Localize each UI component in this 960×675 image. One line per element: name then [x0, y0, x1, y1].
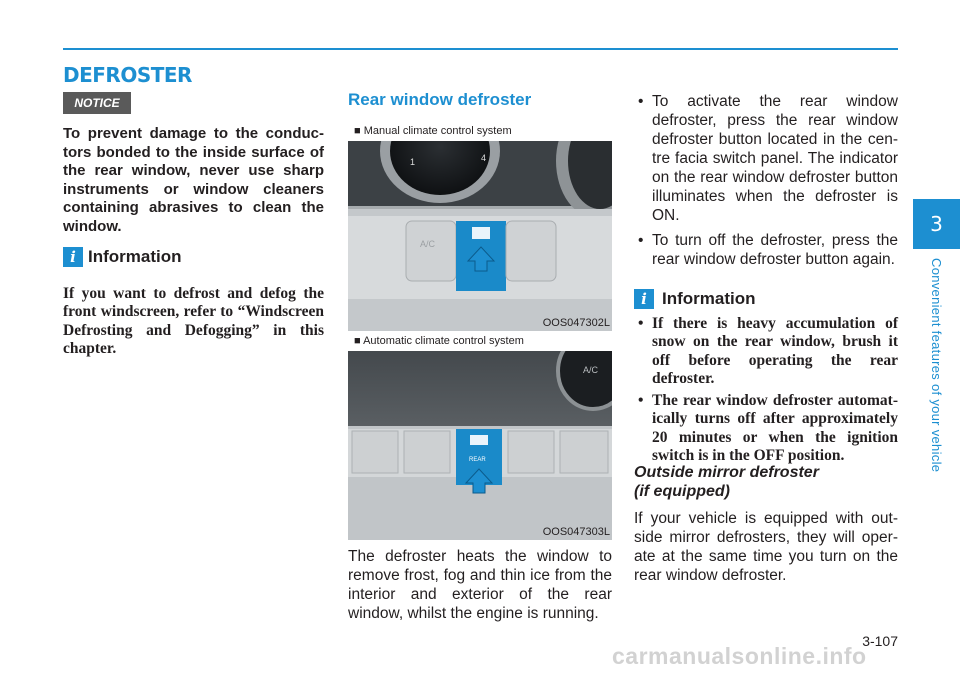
list-item: • To activate the rear window defroster, press the rear window defroster button located in the centre facia switch panel. The indicator on the rear window defroster button illuminates when the defroster is ON. [634, 92, 898, 225]
list-item: • To turn off the defroster, press the rear window defroster button again. [634, 231, 898, 269]
page-title: DEFROSTER [63, 63, 192, 87]
information-icon: i [634, 289, 654, 309]
manual-climate-panel-illustration [348, 121, 612, 331]
photo-caption: ■ Manual climate control system [348, 121, 612, 141]
chapter-title-vertical [921, 258, 947, 493]
information-text: If you want to defrost and defog the front windscreen, refer to “Windscreen Defrosting and Defogging” in this chapter. [63, 285, 324, 357]
manual-climate-control-photo [348, 121, 612, 331]
information-icon: i [63, 247, 83, 267]
ac-label: A/C [420, 239, 436, 249]
section-heading-rear-window-defroster: Rear window defroster [348, 90, 532, 109]
notice-text: To prevent damage to the conductors bonded to the inside surface of the rear window, never use sharp instruments or window cleaners containing abrasives to clean the window. [63, 125, 324, 235]
information-title: Information [88, 247, 182, 266]
chapter-title: Convenient features of your vehicle [929, 258, 944, 473]
list-item: • The rear window defroster automatically turns off after approximately 20 minutes or when the ignition switch is in the OFF position. [634, 392, 898, 465]
activation-instructions [634, 92, 898, 269]
notice-badge: NOTICE [63, 92, 131, 114]
information-title: Information [662, 289, 756, 308]
automatic-climate-panel-illustration [348, 331, 612, 540]
watermark: carmanualsonline.info [612, 643, 867, 669]
mirror-heading-line-2: (if equipped) [634, 483, 730, 500]
page-number: 3-107 [862, 633, 898, 649]
chapter-tab: 3 [913, 199, 960, 249]
mirror-defroster-text: If your vehicle is equipped with outside mirror defrosters, they will operate at the same time you turn on the rear window defroster. [634, 510, 898, 584]
list-item: • If there is heavy accumulation of snow on the rear window, brush it off before operating the rear defroster. [634, 315, 898, 388]
defroster-description: The defroster heats the window to remove frost, fog and thin ice from the interior and exterior of the rear window, whilst the engine is running. [348, 548, 612, 622]
automatic-climate-control-photo [348, 331, 612, 540]
photo-caption: ■ Automatic climate control system [348, 331, 612, 351]
mirror-defroster-heading [634, 463, 819, 501]
information-bullets [634, 315, 898, 465]
svg-text:4: 4 [481, 153, 487, 163]
header-rule [63, 48, 898, 50]
mirror-heading-line-1: Outside mirror defroster [634, 464, 819, 481]
svg-text:1: 1 [410, 157, 416, 167]
ac-label: A/C [583, 365, 599, 375]
photo-code: OOS047302L [542, 317, 610, 329]
photo-code: OOS047303L [542, 526, 610, 538]
rear-label: REAR [469, 457, 486, 463]
